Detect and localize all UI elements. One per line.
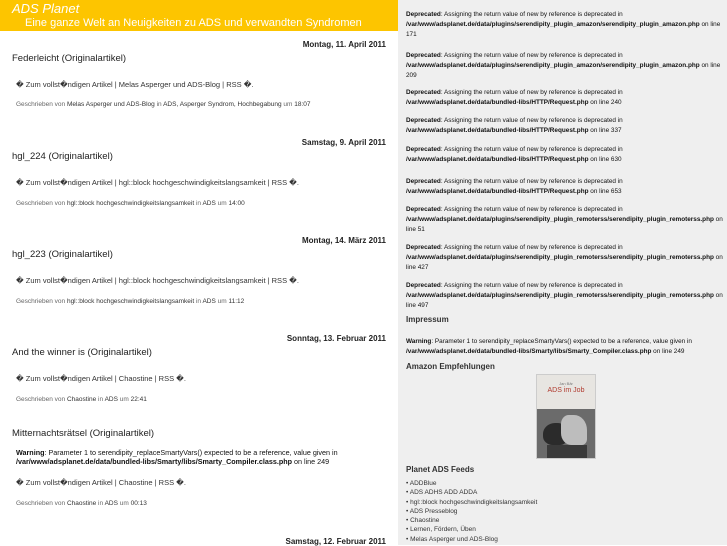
post-title-link[interactable]: Mitternachtsrätsel (Originalartikel) <box>12 428 155 439</box>
post-category-link[interactable]: ADS <box>104 396 118 403</box>
php-warning: Warning: Parameter 1 to serendipity_replaceSmartyVars() expected to be a reference, value given in /var/www/adsplanet.de/data/bundled-libs/Smarty/libs/Smarty_Compiler.class.php on line 249 <box>16 448 338 466</box>
book-cover-image[interactable] <box>536 374 596 459</box>
deprecated-message: Deprecated: Assigning the return value of new by reference is deprecated in /var/www/adsplanet.de/data/plugins/serendipity_plugin_amazon/serendipity_plugin_amazon.php on line 209 <box>406 52 721 79</box>
post-footer: Geschrieben von Melas Asperger und ADS-Blog in ADS, Asperger Syndrom, Hochbegabung um 18:07 <box>16 101 311 108</box>
list-item[interactable]: • ADS Presseblog <box>406 507 458 515</box>
site-tagline: Eine ganze Welt an Neuigkeiten zu ADS und verwandten Syndromen <box>25 17 362 29</box>
deprecated-message: Deprecated: Assigning the return value of new by reference is deprecated in /var/www/adsplanet.de/data/bundled-libs/HTTP/Request.php on line 653 <box>406 178 623 195</box>
post-footer: Geschrieben von Chaostine in ADS um 00:13 <box>16 500 147 507</box>
post-author-link[interactable]: Melas Asperger und ADS-Blog <box>66 101 155 108</box>
feed-list <box>406 479 537 544</box>
post-category-link[interactable]: ADS, Asperger Syndrom, Hochbegabung <box>163 101 282 108</box>
post-time-link[interactable]: 14:00 <box>228 200 245 207</box>
post-date: Samstag, 9. April 2011 <box>301 138 386 147</box>
post-title-link[interactable]: hgl_223 (Originalartikel) <box>12 249 113 260</box>
php-warning: Warning: Parameter 1 to serendipity_replaceSmartyVars() expected to be a reference, value given in /var/www/adsplanet.de/data/bundled-libs/Smarty/libs/Smarty_Compiler.class.php on line 249 <box>406 338 692 355</box>
post-author-link[interactable]: Chaostine <box>66 396 97 403</box>
post-time-link[interactable]: 22:41 <box>130 396 147 403</box>
book-title: ADS im Job <box>547 387 585 394</box>
post-date: Samstag, 12. Februar 2011 <box>285 537 386 546</box>
post-date: Montag, 14. März 2011 <box>301 236 386 245</box>
deprecated-message: Deprecated: Assigning the return value of new by reference is deprecated in /var/www/adsplanet.de/data/bundled-libs/HTTP/Request.php on line 240 <box>406 89 623 106</box>
deprecated-message: Deprecated: Assigning the return value of new by reference is deprecated in /var/www/adsplanet.de/data/bundled-libs/HTTP/Request.php on line 337 <box>406 117 623 134</box>
post-footer: Geschrieben von hgl::block hochgeschwindigkeitslangsamkeit in ADS um 14:00 <box>16 200 245 207</box>
post-footer: Geschrieben von Chaostine in ADS um 22:41 <box>16 396 147 403</box>
post-category-link[interactable]: ADS <box>202 200 216 207</box>
deprecated-message: Deprecated: Assigning the return value of new by reference is deprecated in /var/www/adsplanet.de/data/bundled-libs/HTTP/Request.php on line 630 <box>406 146 623 163</box>
post-date: Montag, 11. April 2011 <box>302 40 386 49</box>
feeds-heading: Planet ADS Feeds <box>406 465 475 474</box>
list-item[interactable]: • Lernen, Fördern, Üben <box>406 526 476 534</box>
post-body[interactable]: � Zum vollst�ndigen Artikel | hgl::block hochgeschwindigkeitslangsamkeit | RSS �. <box>16 276 299 285</box>
deprecated-message: Deprecated: Assigning the return value of new by reference is deprecated in /var/www/adsplanet.de/data/plugins/serendipity_plugin_remoterss/serendipity_plugin_remoterss.php on line 497 <box>406 282 723 309</box>
post-author-link[interactable]: hgl::block hochgeschwindigkeitslangsamkeit <box>66 298 195 305</box>
post-body[interactable]: � Zum vollst�ndigen Artikel | hgl::block hochgeschwindigkeitslangsamkeit | RSS �. <box>16 178 299 187</box>
amazon-heading: Amazon Empfehlungen <box>406 362 495 371</box>
post-body[interactable]: � Zum vollst�ndigen Artikel | Chaostine | RSS �. <box>16 478 186 487</box>
post-body[interactable]: � Zum vollst�ndigen Artikel | Melas Asperger und ADS-Blog | RSS �. <box>16 80 254 89</box>
list-item[interactable]: • hgl::block hochgeschwindigkeitslangsamkeit <box>406 498 538 506</box>
list-item[interactable]: • Chaostine <box>406 517 440 525</box>
post-time-link[interactable]: 18:07 <box>294 101 311 108</box>
impressum-heading: Impressum <box>406 315 449 324</box>
deprecated-message: Deprecated: Assigning the return value of new by reference is deprecated in /var/www/adsplanet.de/data/plugins/serendipity_plugin_remoterss/serendipity_plugin_remoterss.php on line 51 <box>406 206 723 233</box>
list-item[interactable]: • Melas Asperger und ADS-Blog <box>406 535 498 543</box>
book-photo <box>537 409 595 458</box>
book-author: Jan Bär <box>559 381 573 386</box>
site-title[interactable]: ADS Planet <box>12 1 80 16</box>
post-category-link[interactable]: ADS <box>104 500 118 507</box>
list-item[interactable]: • ADS ADHS ADD ADDA <box>406 489 478 497</box>
deprecated-message: Deprecated: Assigning the return value of new by reference is deprecated in /var/www/adsplanet.de/data/plugins/serendipity_plugin_amazon/serendipity_plugin_amazon.php on line 171 <box>406 11 721 38</box>
deprecated-message: Deprecated: Assigning the return value of new by reference is deprecated in /var/www/adsplanet.de/data/plugins/serendipity_plugin_remoterss/serendipity_plugin_remoterss.php on line 427 <box>406 244 723 271</box>
post-time-link[interactable]: 00:13 <box>130 500 147 507</box>
post-date: Sonntag, 13. Februar 2011 <box>286 334 386 343</box>
list-item[interactable]: • ADDBlue <box>406 480 437 487</box>
post-title-link[interactable]: And the winner is (Originalartikel) <box>12 347 152 358</box>
post-category-link[interactable]: ADS <box>202 298 216 305</box>
post-time-link[interactable]: 11:12 <box>228 298 245 305</box>
site-header <box>0 0 398 31</box>
sidebar <box>398 0 727 545</box>
post-footer: Geschrieben von hgl::block hochgeschwindigkeitslangsamkeit in ADS um 11:12 <box>16 298 245 305</box>
post-author-link[interactable]: Chaostine <box>66 500 97 507</box>
post-body[interactable]: � Zum vollst�ndigen Artikel | Chaostine | RSS �. <box>16 374 186 383</box>
post-title-link[interactable]: hgl_224 (Originalartikel) <box>12 151 113 162</box>
post-author-link[interactable]: hgl::block hochgeschwindigkeitslangsamkeit <box>66 200 195 207</box>
post-title-link[interactable]: Federleicht (Originalartikel) <box>12 53 127 64</box>
